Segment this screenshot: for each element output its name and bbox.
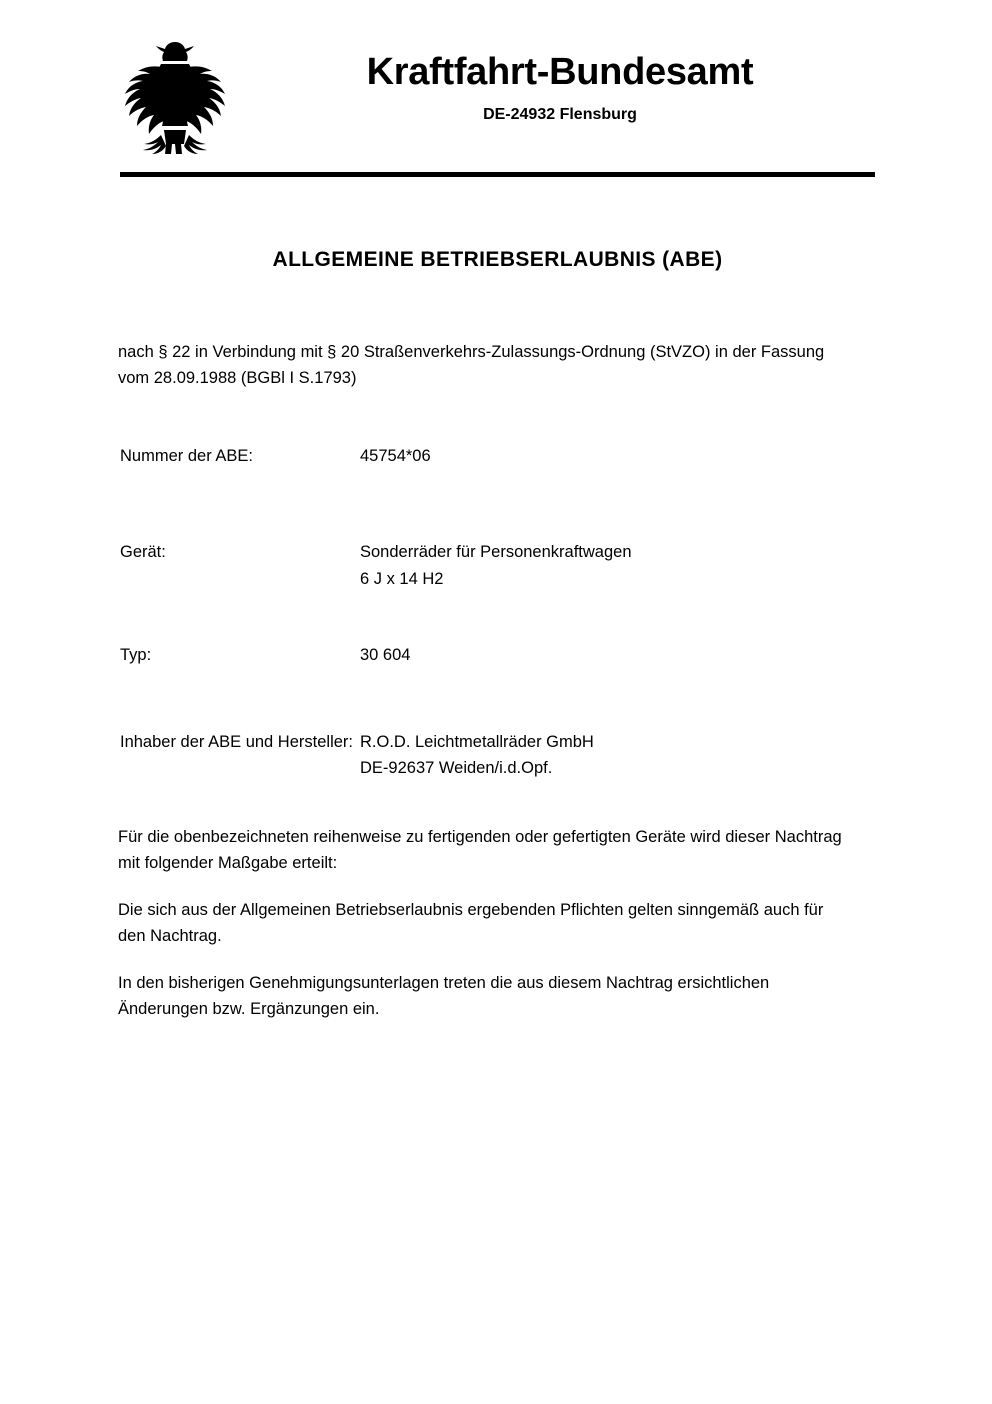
organization-block (250, 52, 870, 124)
type-label: Typ: (120, 646, 152, 665)
holder-label-line2: und Hersteller: (245, 732, 353, 751)
abe-number-value: 45754*06 (360, 447, 431, 465)
device-value-line1: Sonderräder für Personenkraftwagen (360, 543, 632, 562)
type-value: 30 604 (360, 646, 411, 665)
holder-value-line1: R.O.D. Leichtmetallräder GmbH (360, 732, 594, 751)
header-divider (120, 172, 875, 177)
body-text (118, 825, 850, 1022)
field-row-type (120, 642, 860, 668)
field-table (120, 443, 860, 781)
organization-address: DE-24932 Flensburg (483, 105, 637, 123)
holder-label (120, 729, 360, 755)
holder-label-line1: Inhaber der ABE (120, 732, 242, 751)
spacer (120, 469, 860, 539)
federal-eagle-icon (120, 38, 230, 163)
field-row-abe-number (120, 443, 860, 469)
device-label: Gerät: (120, 543, 166, 562)
page-title: ALLGEMEINE BETRIEBSERLAUBNIS (ABE) (272, 248, 723, 271)
spacer (120, 592, 860, 642)
document-header (0, 30, 992, 160)
abe-number-label: Nummer der ABE: (120, 447, 253, 465)
holder-value-line2: DE-92637 Weiden/i.d.Opf. (360, 758, 553, 777)
body-paragraph-2: Die sich aus der Allgemeinen Betriebserlaubnis ergebenden Pflichten gelten sinngemäß auch für den Nachtrag. (118, 901, 824, 945)
field-row-holder (120, 729, 860, 782)
device-value-line2: 6 J x 14 H2 (360, 569, 444, 588)
device-value (360, 539, 860, 592)
body-paragraph-3: In den bisherigen Genehmigungsunterlagen treten die aus diesem Nachtrag ersichtlichen Änderungen bzw. Ergänzungen ein. (118, 974, 770, 1018)
organization-name: Kraftfahrt-Bundesamt (366, 51, 754, 93)
spacer (120, 669, 860, 729)
legal-basis-text: nach § 22 in Verbindung mit § 20 Straßenverkehrs-Zulassungs-Ordnung (StVZO) in der Fassung vom 28.09.1988 (BGBl I S.1793) (118, 343, 825, 387)
field-row-device (120, 539, 860, 592)
body-paragraph-1: Für die obenbezeichneten reihenweise zu fertigenden oder gefertigten Geräte wird dieser Nachtrag mit folgender Maßgabe erteilt: (118, 828, 842, 872)
holder-value (360, 729, 860, 782)
